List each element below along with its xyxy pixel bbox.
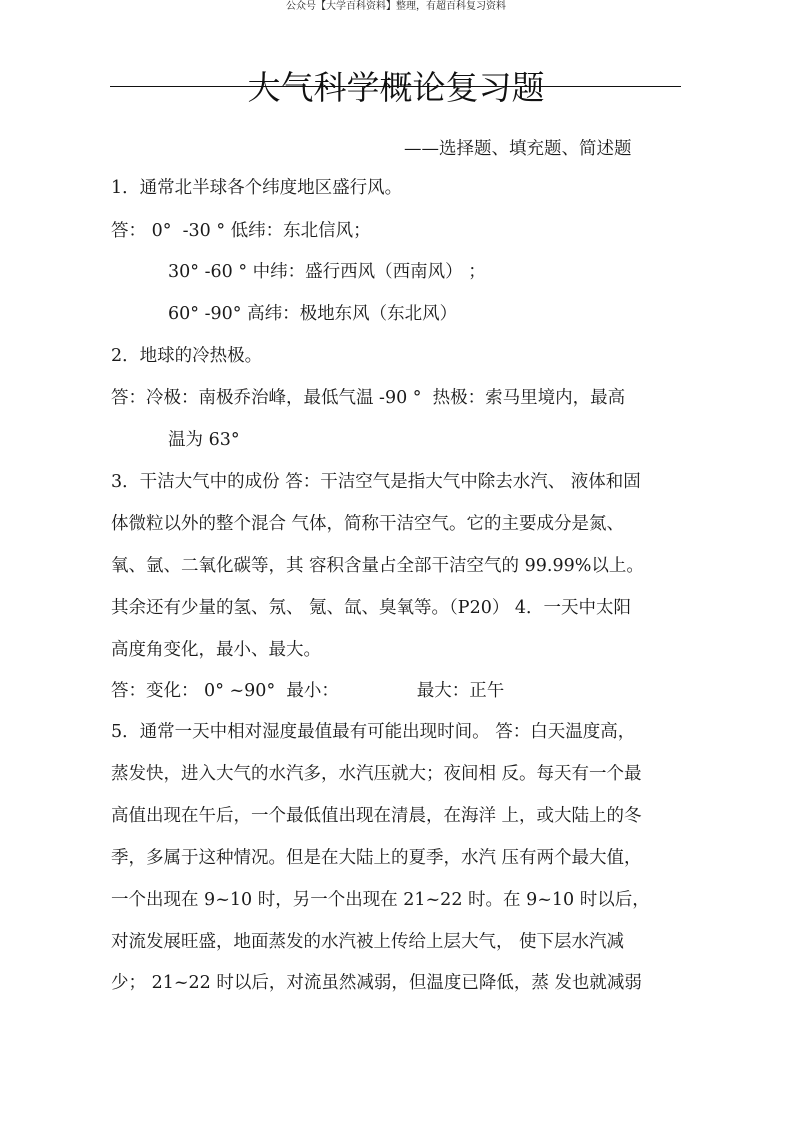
question-5-line-6: 对流发展旺盛，地面蒸发的水汽被上传给上层大气， 使下层水汽减 [111,932,625,952]
answer-1-line-3: 60° -90° 高纬：极地东风（东北风） [168,304,458,324]
question-2: 2．地球的冷热极。 [111,346,263,366]
question-5-line-7: 少； 21~22 时以后，对流虽然减弱，但温度已降低，蒸 发也就减弱 [111,973,642,993]
answer-2-line-1: 答：冷极：南极乔治峰，最低气温 -90 ° 热极：索马里境内，最高 [111,388,626,408]
question-5-line-2: 蒸发快，进入大气的水汽多，水汽压就大；夜间相 反。每天有一个最 [111,764,642,784]
answer-1-line-2: 30° -60 ° 中纬：盛行西风（西南风） ； [168,262,486,282]
document-subtitle: ——选择题、填充题、简述题 [404,139,632,159]
question-3-line-4: 其余还有少量的氢、氖、 氪、氙、臭氧等。（P20） 4．一天中太阳 [111,598,632,618]
answer-2-line-2: 温为 63° [168,430,240,450]
question-5-line-5: 一个出现在 9~10 时，另一个出现在 21~22 时。在 9~10 时以后， [111,890,650,910]
question-3-line-3: 氧、氩、二氧化碳等，其 容积含量占全部干洁空气的 99.99%以上。 [111,556,644,576]
question-3-line-1: 3．干洁大气中的成份 答：干洁空气是指大气中除去水汽、 液体和固 [111,472,641,492]
question-5-line-3: 高值出现在午后，一个最低值出现在清晨，在海洋 上，或大陆上的冬 [111,806,642,826]
page-header-watermark: 公众号【大学百科资料】整理，有超百科复习资料 [286,1,506,12]
question-3-line-2: 体微粒以外的整个混合 气体，简称干洁空气。它的主要成分是氮、 [111,514,625,534]
answer-4-line-1: 答：变化： 0° ~90° 最小： 最大：正午 [111,681,505,701]
answer-1-line-1: 答： 0° -30 ° 低纬：东北信风； [111,221,371,241]
question-1: 1．通常北半球各个纬度地区盛行风。 [111,178,403,198]
question-4-line-1: 高度角变化，最小、最大。 [111,640,321,660]
question-5-line-4: 季，多属于这种情况。但是在大陆上的夏季，水汽 压有两个最大值， [111,848,642,868]
question-5-line-1: 5．通常一天中相对湿度最值最有可能出现时间。 答：白天温度高， [111,722,636,742]
document-title: 大气科学概论复习题 [247,68,545,107]
